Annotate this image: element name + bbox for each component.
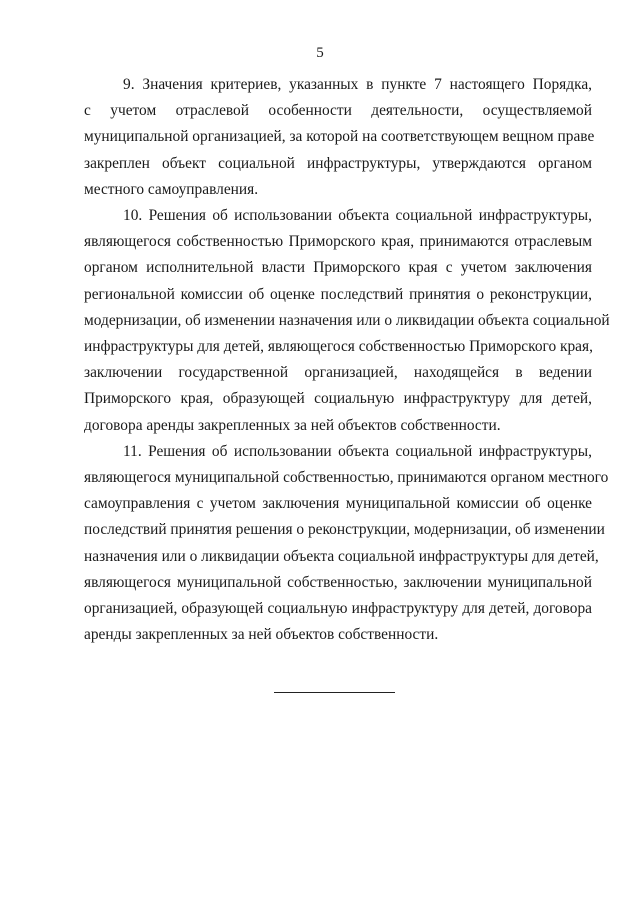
text-line: являющегося муниципальной собственностью, принимаются органом местного <box>84 469 609 487</box>
text-line: самоуправления с учетом заключения муниципальной комиссии об оценке <box>84 495 592 513</box>
text-line: 11. Решения об использовании объекта социальной инфраструктуры, <box>123 442 592 460</box>
paragraph-11 <box>84 439 609 649</box>
text-line: 9. Значения критериев, указанных в пункте 7 настоящего Порядка, <box>123 76 592 93</box>
paragraph-9 <box>84 72 595 203</box>
text-line: модернизации, об изменении назначения или о ликвидации объекта социальной <box>84 311 610 329</box>
text-line: являющегося муниципальной собственностью, заключении муниципальной <box>84 573 592 591</box>
text-line: являющегося собственностью Приморского края, принимаются отраслевым <box>84 233 592 251</box>
page-number: 5 <box>316 45 324 61</box>
text-line: 10. Решения об использовании объекта социальной инфраструктуры, <box>123 207 592 225</box>
paragraph-10 <box>84 203 610 439</box>
text-line: с учетом отраслевой особенности деятельности, осуществляемой <box>84 102 592 120</box>
text-line: Приморского края, образующей социальную инфраструктуру для детей, <box>84 390 592 408</box>
document-body <box>84 72 610 648</box>
text-line: органом исполнительной власти Приморского края с учетом заключения <box>84 259 592 277</box>
text-line: организацией, образующей социальную инфраструктуру для детей, договора <box>84 600 592 618</box>
text-line: региональной комиссии об оценке последствий принятия о реконструкции, <box>84 285 592 303</box>
text-line: назначения или о ликвидации объекта социальной инфраструктуры для детей, <box>84 547 599 565</box>
text-line: закреплен объект социальной инфраструктуры, утверждаются органом <box>84 154 592 172</box>
text-line: муниципальной организацией, за которой на соответствующем вещном праве <box>84 128 595 146</box>
text-line: местного самоуправления. <box>84 180 259 198</box>
text-line: аренды закрепленных за ней объектов собственности. <box>84 626 439 644</box>
end-divider <box>274 692 395 693</box>
text-line: инфраструктуры для детей, являющегося собственностью Приморского края, <box>84 338 593 356</box>
text-line: договора аренды закрепленных за ней объектов собственности. <box>84 416 501 434</box>
text-line: заключении государственной организацией, находящейся в ведении <box>84 364 592 382</box>
text-line: последствий принятия решения о реконструкции, модернизации, об изменении <box>84 521 605 539</box>
